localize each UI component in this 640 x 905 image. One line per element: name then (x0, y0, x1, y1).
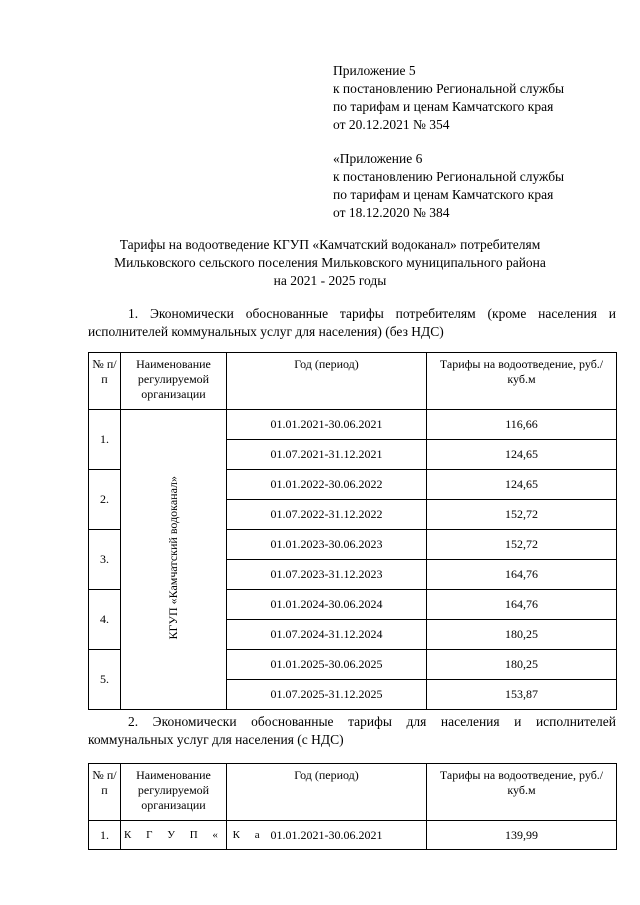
section-2-heading (88, 713, 616, 749)
header-line: по тарифам и ценам Камчатского края (333, 99, 554, 114)
header-period: Год (период) (227, 353, 427, 410)
header-tariff: Тарифы на водоотведение, руб./куб.м (427, 764, 617, 821)
row-number: 2. (89, 470, 121, 530)
tariff-cell: 164,76 (427, 560, 617, 590)
header-period: Год (период) (227, 764, 427, 821)
tariff-cell: 116,66 (427, 410, 617, 440)
header-num: № п/п (89, 764, 121, 821)
header-line: к постановлению Региональной службы (333, 81, 565, 96)
header-line: по тарифам и ценам Камчатского края (333, 187, 554, 202)
table-header-row (89, 764, 617, 821)
tariff-cell: 124,65 (427, 440, 617, 470)
title-line: Мильковского сельского поселения Мильковского муниципального района (114, 255, 546, 270)
header-line: Приложение 5 (333, 63, 416, 78)
header-org: Наименование регулируемой организации (121, 764, 227, 821)
row-number: 4. (89, 590, 121, 650)
section-2-text: 2. Экономически обоснованные тарифы для населения и исполнителей коммунальных услуг для населения (с НДС) (88, 714, 616, 747)
period-cell: 01.01.2025-30.06.2025 (227, 650, 427, 680)
appendix-6-header (333, 150, 633, 222)
row-number: 1. (89, 410, 121, 470)
tariff-table-1 (88, 352, 617, 710)
period-cell: 01.01.2021-30.06.2021 (227, 821, 427, 850)
table-row (89, 821, 617, 850)
title-line: Тарифы на водоотведение КГУП «Камчатский водоканал» потребителям (119, 237, 541, 252)
tariff-cell: 139,99 (427, 821, 617, 850)
period-cell: 01.07.2021-31.12.2021 (227, 440, 427, 470)
period-cell: 01.01.2021-30.06.2021 (227, 410, 427, 440)
header-org: Наименование регулируемой организации (121, 353, 227, 410)
period-cell: 01.01.2023-30.06.2023 (227, 530, 427, 560)
tariff-table-2 (88, 763, 617, 850)
section-1-heading (88, 305, 616, 341)
period-cell: 01.01.2024-30.06.2024 (227, 590, 427, 620)
tariff-cell: 152,72 (427, 500, 617, 530)
period-cell: 01.07.2025-31.12.2025 (227, 680, 427, 710)
tariff-cell: 124,65 (427, 470, 617, 500)
title-line: на 2021 - 2025 годы (273, 273, 387, 288)
appendix-5-header (333, 62, 633, 134)
tariff-cell: 152,72 (427, 530, 617, 560)
period-cell: 01.07.2024-31.12.2024 (227, 620, 427, 650)
header-num: № п/п (89, 353, 121, 410)
header-line: от 20.12.2021 № 354 (333, 117, 450, 132)
tariff-cell: 180,25 (427, 620, 617, 650)
header-line: к постановлению Региональной службы (333, 169, 565, 184)
row-number: 1. (89, 821, 121, 850)
section-1-text: 1. Экономически обоснованные тарифы потребителям (кроме населения и исполнителей коммунальных услуг для населения) (без НДС) (88, 306, 616, 339)
header-line: от 18.12.2020 № 384 (333, 205, 450, 220)
tariff-cell: 164,76 (427, 590, 617, 620)
org-name: К Г У П « К а (121, 821, 227, 850)
header-tariff: Тарифы на водоотведение, руб./куб.м (427, 353, 617, 410)
row-number: 5. (89, 650, 121, 710)
period-cell: 01.01.2022-30.06.2022 (227, 470, 427, 500)
tariff-cell: 153,87 (427, 680, 617, 710)
org-name: КГУП «Камчатский водоканал» (166, 475, 180, 640)
table-row (89, 410, 617, 440)
period-cell: 01.07.2022-31.12.2022 (227, 500, 427, 530)
table-header-row (89, 353, 617, 410)
document-title (60, 236, 600, 290)
tariff-cell: 180,25 (427, 650, 617, 680)
period-cell: 01.07.2023-31.12.2023 (227, 560, 427, 590)
header-line: «Приложение 6 (333, 151, 423, 166)
row-number: 3. (89, 530, 121, 590)
org-name-cell (121, 410, 227, 710)
